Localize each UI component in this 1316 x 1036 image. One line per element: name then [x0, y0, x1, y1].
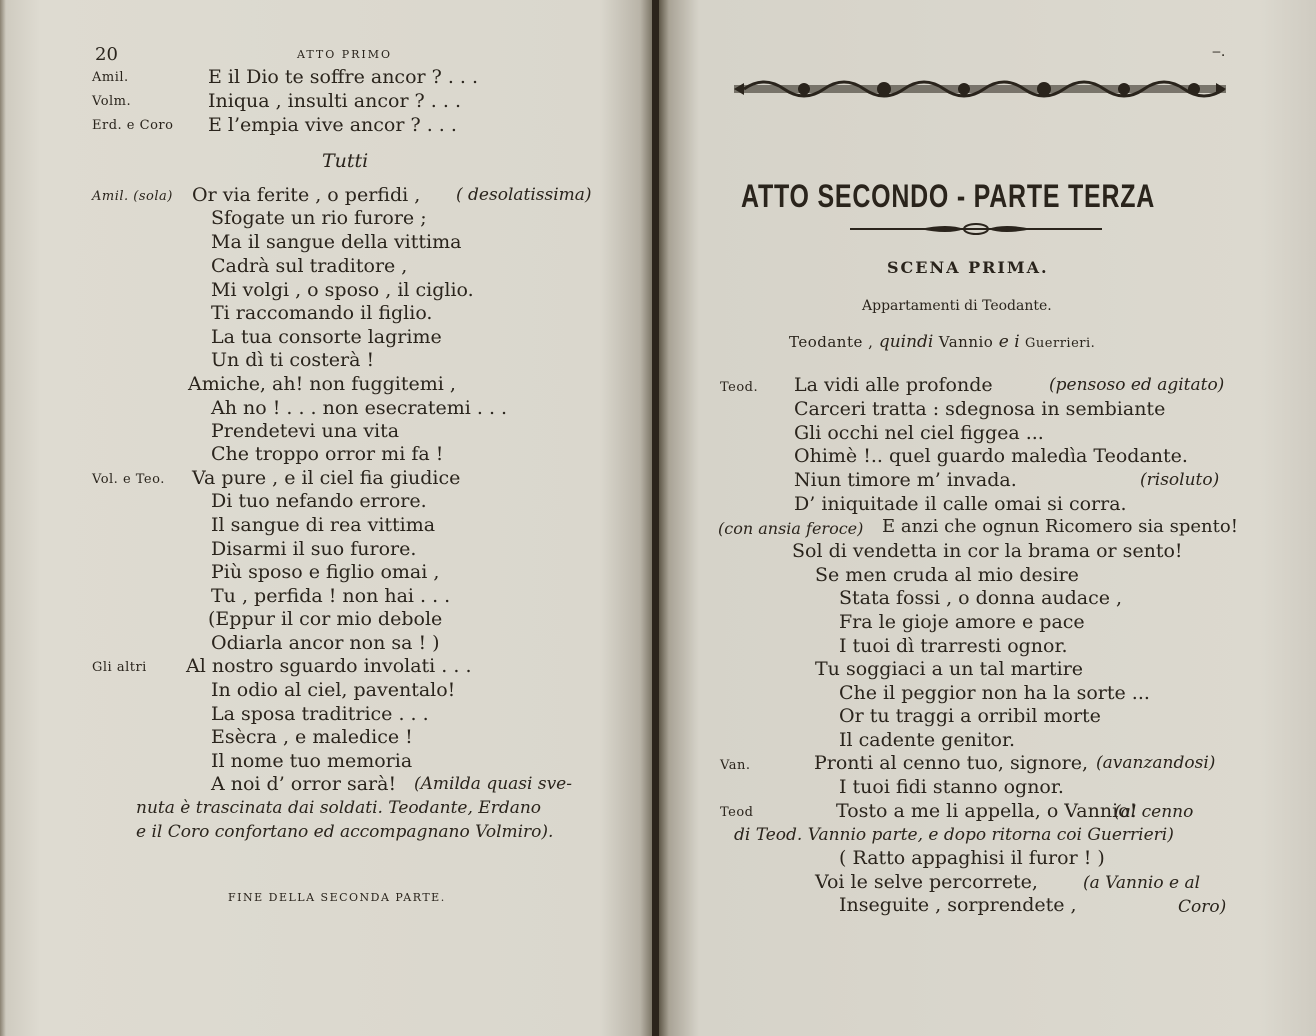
verse-line: Ma il sangue della vittima	[211, 231, 462, 253]
verse-line: Cadrà sul traditore ,	[211, 255, 408, 277]
verse-line: Il sangue di rea vittima	[211, 514, 436, 536]
verse-line: La tua consorte lagrime	[211, 326, 442, 348]
verse-line: Tu , perfida ! non hai . . .	[211, 585, 451, 607]
stage-direction: (Amilda quasi sve-	[414, 774, 572, 794]
speaker-label: Van.	[720, 758, 751, 773]
verse-line: D’ iniquitade il calle omai si corra.	[794, 493, 1127, 515]
speaker-label: Teod.	[720, 380, 759, 395]
verse-line: Al nostro sguardo involati . . .	[186, 655, 472, 677]
verse-line: Ti raccomando il figlio.	[211, 302, 433, 324]
cast-name: Guerrieri.	[1025, 336, 1096, 351]
cast-name: Teodante ,	[789, 333, 874, 351]
verse-line: Or via ferite , o perfidi ,	[192, 184, 421, 206]
verse-line: Ah no ! . . . non esecratemi . . .	[211, 397, 508, 419]
verse-line: Amiche, ah! non fuggitemi ,	[188, 373, 456, 395]
stage-direction: (al cenno	[1114, 802, 1194, 822]
verse-line: Sfogate un rio furore ;	[211, 207, 427, 229]
decorative-ornament-band	[734, 76, 1226, 102]
verse-line: Niun timore m’ invada.	[794, 469, 1017, 491]
verse-line: E il Dio te soffre ancor ? . . .	[208, 66, 479, 88]
verse-line: Carceri tratta : sdegnosa in sembiante	[794, 398, 1166, 420]
stage-direction: nuta è trascinata dai soldati. Teodante, Erdano	[136, 798, 542, 818]
title-rule-ornament	[850, 222, 1102, 236]
verse-line: A noi d’ orror sarà!	[211, 773, 397, 795]
verse-line: Mi volgi , o sposo , il ciglio.	[211, 279, 474, 301]
act-title: ATTO SECONDO - PARTE TERZA	[741, 178, 1156, 214]
verse-line: Sol di vendetta in cor la brama or sento!	[792, 540, 1183, 562]
speaker-label: Erd. e Coro	[92, 118, 174, 133]
heading-tutti: Tutti	[322, 150, 369, 172]
verse-line: I tuoi fidi stanno ognor.	[839, 776, 1064, 798]
verse-line: Iniqua , insulti ancor ? . . .	[208, 90, 461, 112]
stage-direction: Coro)	[1178, 897, 1227, 917]
stage-direction: (a Vannio e al	[1083, 873, 1201, 893]
stage-direction: di Teod. Vannio parte, e dopo ritorna coi Guerrieri)	[734, 825, 1174, 845]
verse-line: Odiarla ancor non sa ! )	[211, 632, 440, 654]
running-head: ATTO PRIMO	[297, 48, 393, 61]
verse-line: ( Ratto appaghisi il furor ! )	[839, 847, 1105, 869]
speaker-label: Amil.	[92, 70, 129, 85]
cast-connector: quindi	[878, 332, 934, 352]
verse-line: Un dì ti costerà !	[211, 349, 375, 371]
verse-line: Inseguite , sorprendete ,	[839, 894, 1077, 916]
verse-line: E l’empia vive ancor ? . . .	[208, 114, 457, 136]
end-of-part-note: FINE DELLA SECONDA PARTE.	[228, 891, 446, 904]
stage-direction: (avanzandosi)	[1096, 753, 1216, 773]
speaker-label: Gli altri	[92, 660, 147, 675]
verse-line: Ohimè !.. quel guardo maledìa Teodante.	[794, 445, 1188, 467]
speaker-label: Amil. (sola)	[92, 189, 173, 204]
cast-name: Vannio	[938, 333, 994, 351]
speaker-label: Teod	[720, 805, 754, 820]
verse-line: In odio al ciel, paventalo!	[211, 679, 456, 701]
verse-line: Che troppo orror mi fa !	[211, 443, 444, 465]
stage-direction: (pensoso ed agitato)	[1049, 375, 1225, 395]
corner-mark: ‒.	[1212, 44, 1226, 60]
stage-direction: (risoluto)	[1140, 470, 1220, 490]
speaker-label: Volm.	[92, 94, 132, 109]
verse-line: Il cadente genitor.	[839, 729, 1015, 751]
stage-direction: (con ansia feroce)	[718, 519, 864, 538]
verse-line: Prendetevi una vita	[211, 420, 400, 442]
cast-line	[789, 332, 1095, 352]
verse-line: Voi le selve percorrete,	[815, 871, 1038, 893]
cast-connector: e	[998, 332, 1009, 352]
verse-line: E anzi che ognun Ricomero sia spento!	[882, 516, 1238, 537]
verse-line: (Eppur il cor mio debole	[208, 608, 443, 630]
verse-line: Tu soggiaci a un tal martire	[815, 658, 1084, 680]
verse-line: Gli occhi nel ciel figgea ...	[794, 422, 1044, 444]
stage-direction: ( desolatissima)	[456, 185, 592, 205]
verse-line: Tosto a me li appella, o Vannio!	[836, 800, 1138, 822]
verse-line: Più sposo e figlio omai ,	[211, 561, 440, 583]
page-number: 20	[95, 44, 118, 65]
scene-heading: SCENA PRIMA.	[887, 258, 1049, 277]
left-page	[0, 0, 655, 1036]
verse-line: Di tuo nefando errore.	[211, 490, 427, 512]
verse-line: Se men cruda al mio desire	[815, 564, 1079, 586]
verse-line: Che il peggior non ha la sorte ...	[839, 682, 1150, 704]
speaker-label: Vol. e Teo.	[92, 472, 165, 487]
verse-line: Esècra , e maledice !	[211, 726, 413, 748]
verse-line: Or tu traggi a orribil morte	[839, 705, 1101, 727]
verse-line: Disarmi il suo furore.	[211, 538, 417, 560]
cast-connector: i	[1014, 332, 1020, 352]
scene-setting: Appartamenti di Teodante.	[862, 298, 1052, 314]
verse-line: Va pure , e il ciel fia giudice	[192, 467, 461, 489]
verse-line: Il nome tuo memoria	[211, 750, 413, 772]
verse-line: Fra le gioje amore e pace	[839, 611, 1085, 633]
stage-direction: e il Coro confortano ed accompagnano Volmiro).	[136, 822, 554, 842]
verse-line: La sposa traditrice . . .	[211, 703, 429, 725]
verse-line: Pronti al cenno tuo, signore,	[814, 752, 1088, 774]
verse-line: La vidi alle profonde	[794, 374, 993, 396]
verse-line: Stata fossi , o donna audace ,	[839, 587, 1123, 609]
verse-line: I tuoi dì trarresti ognor.	[839, 635, 1068, 657]
